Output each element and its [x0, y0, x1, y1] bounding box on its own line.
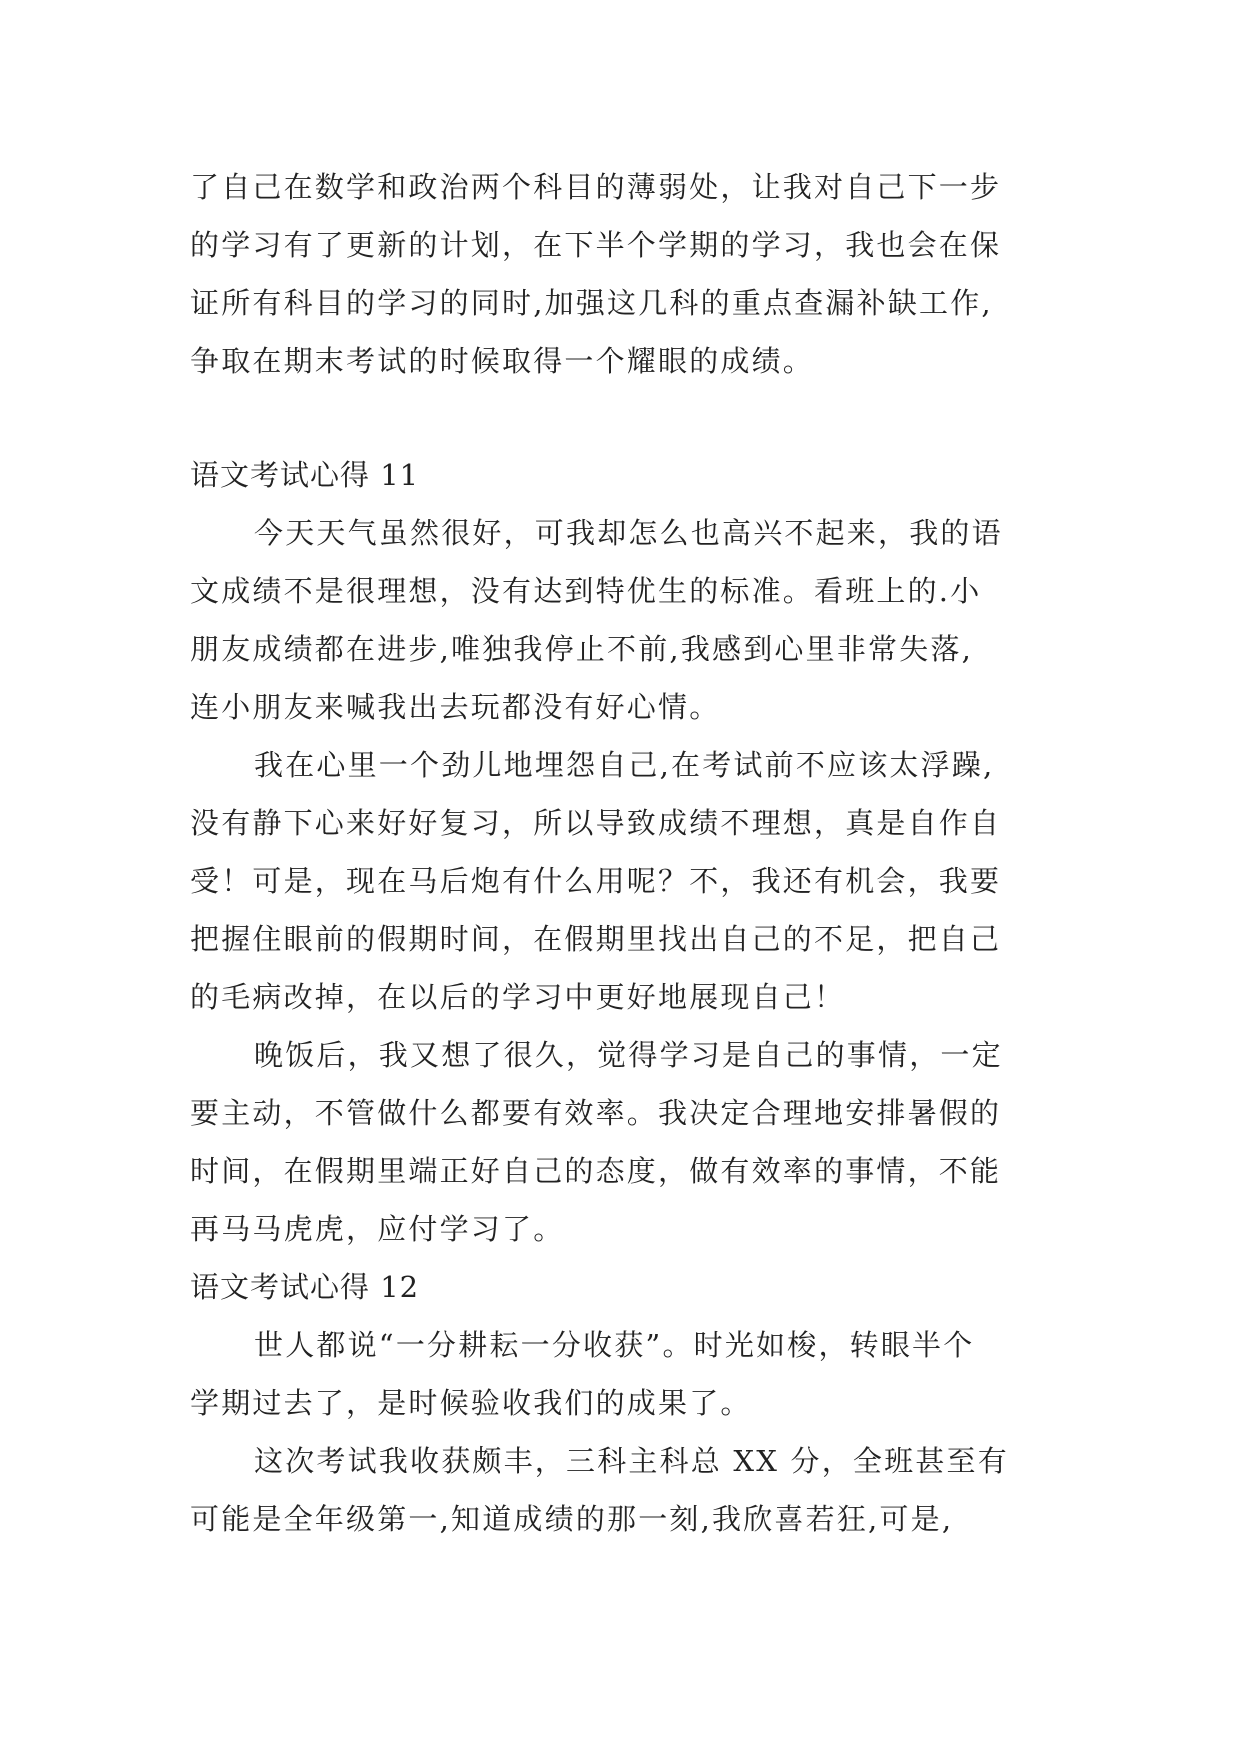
paragraph-line: 的学习有了更新的计划，在下半个学期的学习，我也会在保 [190, 228, 1002, 262]
paragraph-line: 学期过去了，是时候验收我们的成果了。 [190, 1386, 752, 1420]
paragraph-line: 没有静下心来好好复习，所以导致成绩不理想，真是自作自 [190, 806, 1002, 840]
paragraph-line: 了自己在数学和政治两个科目的薄弱处，让我对自己下一步 [190, 170, 1002, 204]
section-11-paragraph-3 [190, 1026, 1080, 1258]
paragraph-line: 连小朋友来喊我出去玩都没有好心情。 [190, 690, 721, 724]
paragraph-line: 争取在期末考试的时候取得一个耀眼的成绩。 [190, 344, 815, 378]
section-11-paragraph-1 [190, 504, 1080, 736]
section-11-paragraph-2 [190, 736, 1080, 1026]
paragraph-line: 可能是全年级第一,知道成绩的那一刻,我欣喜若狂,可是, [190, 1502, 954, 1536]
paragraph-line: 时间，在假期里端正好自己的态度，做有效率的事情，不能 [190, 1154, 1002, 1188]
section-spacer [190, 390, 1080, 446]
paragraph-line: 证所有科目的学习的同时,加强这几科的重点查漏补缺工作, [190, 286, 993, 320]
intro-paragraph [190, 158, 1080, 390]
paragraph-line: 的毛病改掉，在以后的学习中更好地展现自己！ [190, 980, 846, 1014]
paragraph-line: 把握住眼前的假期时间，在假期里找出自己的不足，把自己 [190, 922, 1002, 956]
section-12-paragraph-1 [190, 1316, 1080, 1432]
section-12-title: 语文考试心得 12 [190, 1270, 420, 1304]
paragraph-line: 世人都说“一分耕耘一分收获”。时光如梭，转眼半个 [254, 1328, 975, 1362]
paragraph-line: 这次考试我收获颇丰，三科主科总 XX 分，全班甚至有 [254, 1444, 1009, 1478]
paragraph-line: 受！可是，现在马后炮有什么用呢？不，我还有机会，我要 [190, 864, 1002, 898]
section-12-paragraph-2 [190, 1432, 1080, 1548]
paragraph-line: 今天天气虽然很好，可我却怎么也高兴不起来，我的语 [254, 516, 1003, 550]
document-body [190, 158, 1080, 1548]
paragraph-line: 要主动，不管做什么都要有效率。我决定合理地安排暑假的 [190, 1096, 1002, 1130]
paragraph-line: 我在心里一个劲儿地埋怨自己,在考试前不应该太浮躁, [254, 748, 995, 782]
section-11-title: 语文考试心得 11 [190, 458, 420, 492]
paragraph-line: 晚饭后，我又想了很久，觉得学习是自己的事情，一定 [254, 1038, 1003, 1072]
paragraph-line: 文成绩不是很理想，没有达到特优生的标准。看班上的.小 [190, 574, 982, 608]
paragraph-line: 朋友成绩都在进步,唯独我停止不前,我感到心里非常失落, [190, 632, 974, 666]
paragraph-line: 再马马虎虎，应付学习了。 [190, 1212, 565, 1246]
